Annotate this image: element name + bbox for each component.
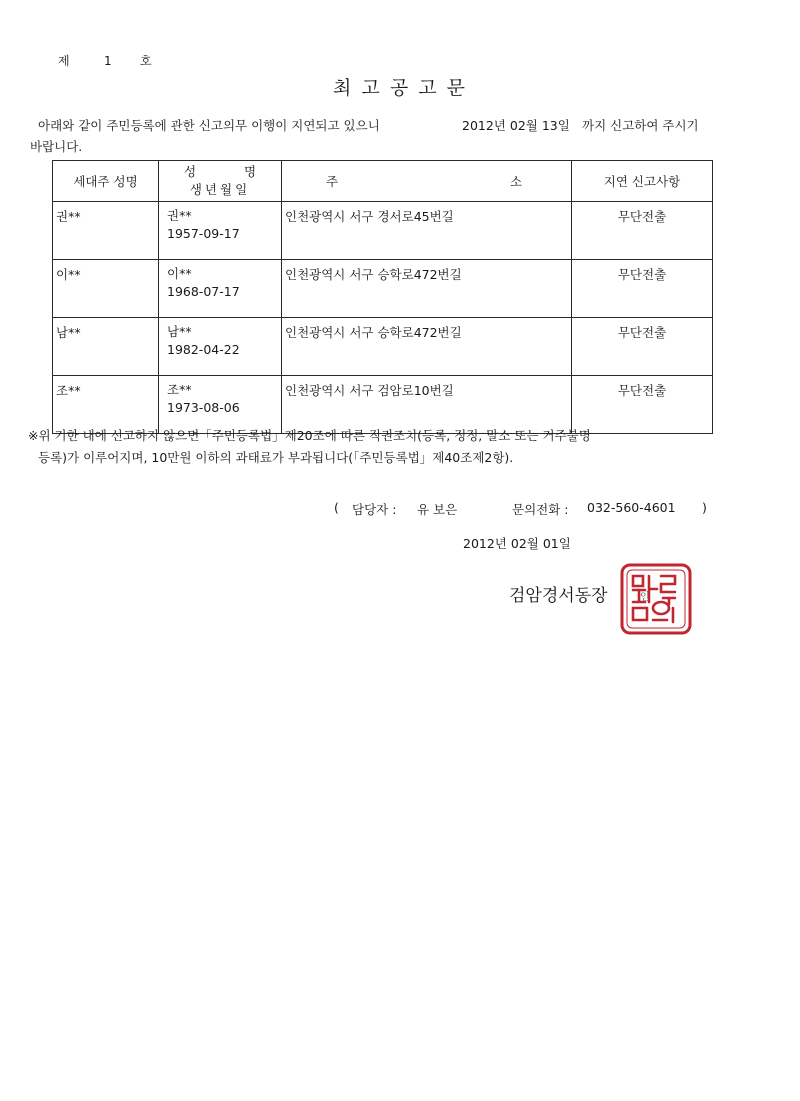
contact-close-paren: )	[702, 500, 707, 515]
cell-name-birth	[159, 202, 282, 260]
seal-mark: 인	[640, 592, 650, 603]
cell-household-head: 권**	[53, 202, 159, 260]
table-row	[53, 376, 713, 434]
header-delayed-item: 지연 신고사항	[572, 161, 713, 202]
table-row	[53, 318, 713, 376]
table-row	[53, 260, 713, 318]
cell-name: 권**	[167, 208, 192, 223]
contact-manager: 유 보은	[417, 502, 458, 517]
seal-icon	[619, 562, 693, 636]
cell-delayed-item: 무단전출	[572, 202, 713, 260]
header-name-birth	[159, 161, 282, 202]
cell-household-head: 조**	[53, 376, 159, 434]
cell-name: 남**	[167, 324, 192, 339]
document-title: 최 고 공 고 문	[333, 77, 467, 99]
doc-number-prefix: 제	[58, 54, 70, 68]
document-number	[58, 52, 152, 69]
official-seal-stamp	[619, 562, 693, 636]
contact-phone-label: 문의전화 :	[512, 502, 569, 517]
contact-open-paren: (	[334, 500, 339, 515]
header-birth: 생년월일	[189, 182, 251, 197]
cell-delayed-item: 무단전출	[572, 318, 713, 376]
header-address	[282, 161, 572, 202]
delinquent-table	[52, 160, 713, 434]
cell-delayed-item: 무단전출	[572, 376, 713, 434]
cell-name: 이**	[167, 266, 192, 281]
contact-manager-label: 담당자 :	[352, 502, 397, 517]
cell-household-head: 남**	[53, 318, 159, 376]
cell-address: 인천광역시 서구 검암로10번길	[282, 376, 572, 434]
cell-name-birth	[159, 260, 282, 318]
cell-household-head: 이**	[53, 260, 159, 318]
doc-number-suffix: 호	[140, 54, 152, 68]
intro-deadline: 2012년 02월 13일	[462, 118, 570, 133]
cell-birth: 1968-07-17	[167, 284, 240, 299]
header-address-right: 소	[510, 174, 523, 189]
cell-birth: 1982-04-22	[167, 342, 240, 357]
issuer-title: 검암경서동장	[509, 586, 608, 606]
cell-name-birth	[159, 376, 282, 434]
cell-address: 인천광역시 서구 승학로472번길	[282, 260, 572, 318]
cell-name-birth	[159, 318, 282, 376]
penalty-note-line1: ※위 기한 내에 신고하지 않으면「주민등록법」제20조에 따른 직권조치(등록, 정정, 말소 또는 거주불명	[28, 428, 591, 443]
doc-number-value: 1	[104, 54, 112, 68]
intro-text-before: 아래와 같이 주민등록에 관한 신고의무 이행이 지연되고 있으니	[38, 118, 380, 133]
cell-delayed-item: 무단전출	[572, 260, 713, 318]
header-household-head: 세대주 성명	[53, 161, 159, 202]
cell-birth: 1973-08-06	[167, 400, 240, 415]
header-address-left: 주	[326, 174, 339, 189]
intro-line2: 바랍니다.	[30, 139, 83, 154]
cell-address: 인천광역시 서구 경서로45번길	[282, 202, 572, 260]
contact-phone: 032-560-4601	[587, 500, 676, 515]
table-header-row	[53, 161, 713, 202]
intro-text-after: 까지 신고하여 주시기	[582, 118, 699, 133]
issue-date: 2012년 02월 01일	[463, 536, 571, 551]
penalty-note-line2: 등록)가 이루어지며, 10만원 이하의 과태료가 부과됩니다(「주민등록법」제40조제2항).	[38, 450, 514, 465]
cell-name: 조**	[167, 382, 192, 397]
table-row	[53, 202, 713, 260]
cell-birth: 1957-09-17	[167, 226, 240, 241]
header-name: 성 명	[183, 164, 279, 179]
cell-address: 인천광역시 서구 승학로472번길	[282, 318, 572, 376]
